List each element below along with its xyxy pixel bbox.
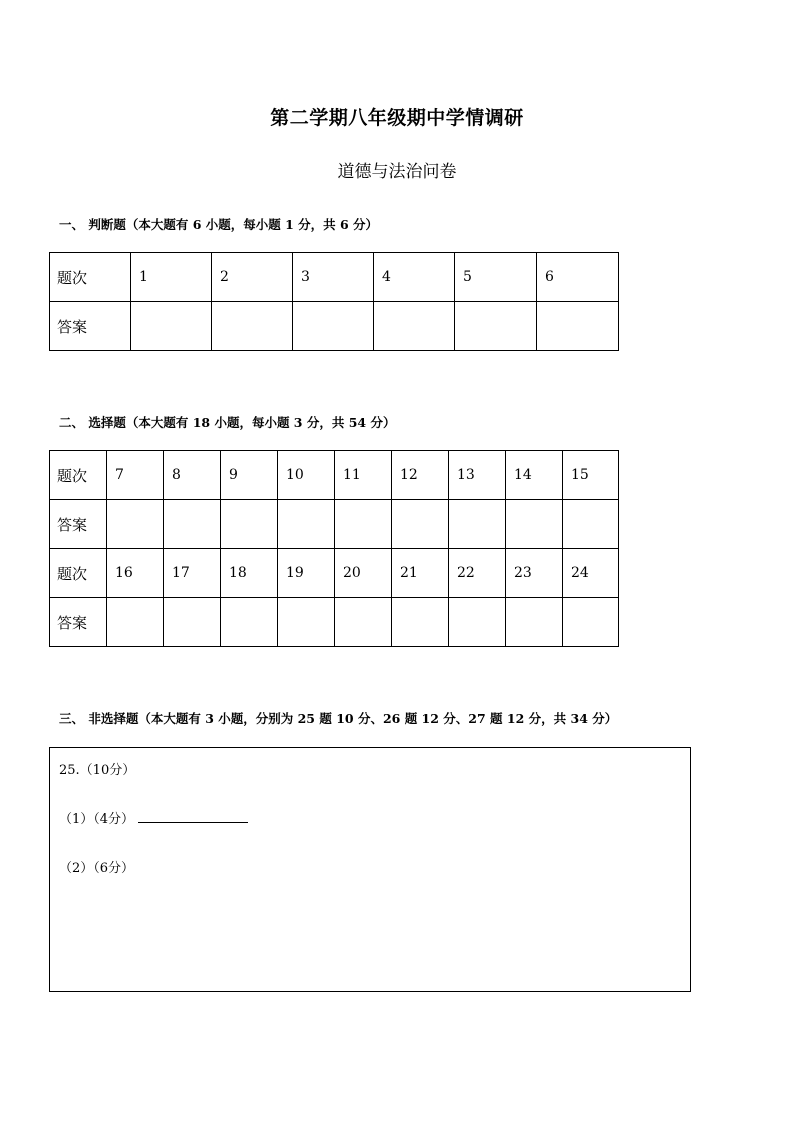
question-number: 3	[293, 253, 374, 302]
question-number-row	[50, 549, 619, 598]
row-label: 题次	[50, 549, 107, 598]
section1-heading: 一、 判断题（本大题有 6 小题，每小题 1 分，共 6 分）	[59, 217, 379, 232]
row-label: 题次	[50, 451, 107, 500]
answer-cell[interactable]	[164, 500, 221, 549]
question-number: 18	[221, 549, 278, 598]
answer-cell[interactable]	[278, 598, 335, 647]
section2-heading: 二、 选择题（本大题有 18 小题，每小题 3 分，共 54 分）	[59, 415, 396, 430]
answer-row	[50, 302, 619, 351]
question-number: 19	[278, 549, 335, 598]
question-number-row	[50, 253, 619, 302]
answer-cell[interactable]	[449, 500, 506, 549]
answer-cell[interactable]	[212, 302, 293, 351]
judgment-answer-grid	[49, 252, 619, 351]
question-number: 8	[164, 451, 221, 500]
answer-cell[interactable]	[455, 302, 537, 351]
row-label: 题次	[50, 253, 131, 302]
question-number: 2	[212, 253, 293, 302]
page-subtitle: 道德与法治问卷	[337, 162, 457, 182]
question-number: 22	[449, 549, 506, 598]
answer-cell[interactable]	[278, 500, 335, 549]
answer-row	[50, 500, 619, 549]
answer-cell[interactable]	[221, 598, 278, 647]
answer-row	[50, 598, 619, 647]
answer-cell[interactable]	[374, 302, 455, 351]
question-25-label: 25.（10分）	[59, 763, 136, 778]
page-title: 第二学期八年级期中学情调研	[270, 107, 524, 129]
question-number: 6	[537, 253, 619, 302]
answer-cell[interactable]	[107, 598, 164, 647]
choice-answer-grid	[49, 450, 619, 647]
answer-cell[interactable]	[563, 500, 619, 549]
question-number: 16	[107, 549, 164, 598]
question-number: 11	[335, 451, 392, 500]
question-number: 15	[563, 451, 619, 500]
essay-answer-box[interactable]	[49, 747, 691, 992]
part-2-label: （2）（6分）	[59, 861, 135, 876]
answer-cell[interactable]	[293, 302, 374, 351]
answer-cell[interactable]	[392, 598, 449, 647]
question-number: 10	[278, 451, 335, 500]
answer-cell[interactable]	[563, 598, 619, 647]
question-number: 13	[449, 451, 506, 500]
question-number: 9	[221, 451, 278, 500]
question-number: 1	[131, 253, 212, 302]
answer-label: 答案	[50, 500, 107, 549]
question-number: 5	[455, 253, 537, 302]
part-1-label: （1）（4分）	[59, 812, 135, 827]
question-number: 7	[107, 451, 164, 500]
question-number: 21	[392, 549, 449, 598]
fill-in-blank[interactable]	[138, 810, 248, 823]
answer-cell[interactable]	[221, 500, 278, 549]
question-number: 20	[335, 549, 392, 598]
answer-cell[interactable]	[335, 500, 392, 549]
answer-cell[interactable]	[107, 500, 164, 549]
question-number: 14	[506, 451, 563, 500]
question-number: 23	[506, 549, 563, 598]
answer-cell[interactable]	[392, 500, 449, 549]
question-number: 4	[374, 253, 455, 302]
question-number: 17	[164, 549, 221, 598]
question-number: 12	[392, 451, 449, 500]
answer-cell[interactable]	[335, 598, 392, 647]
answer-label: 答案	[50, 302, 131, 351]
answer-cell[interactable]	[131, 302, 212, 351]
answer-cell[interactable]	[164, 598, 221, 647]
answer-cell[interactable]	[506, 500, 563, 549]
question-number: 24	[563, 549, 619, 598]
answer-cell[interactable]	[537, 302, 619, 351]
section3-heading: 三、 非选择题（本大题有 3 小题，分别为 25 题 10 分、26 题 12 分、27 题 12 分，共 34 分）	[59, 711, 618, 726]
answer-label: 答案	[50, 598, 107, 647]
part-1-line	[59, 808, 248, 827]
question-number-row	[50, 451, 619, 500]
answer-cell[interactable]	[506, 598, 563, 647]
answer-cell[interactable]	[449, 598, 506, 647]
